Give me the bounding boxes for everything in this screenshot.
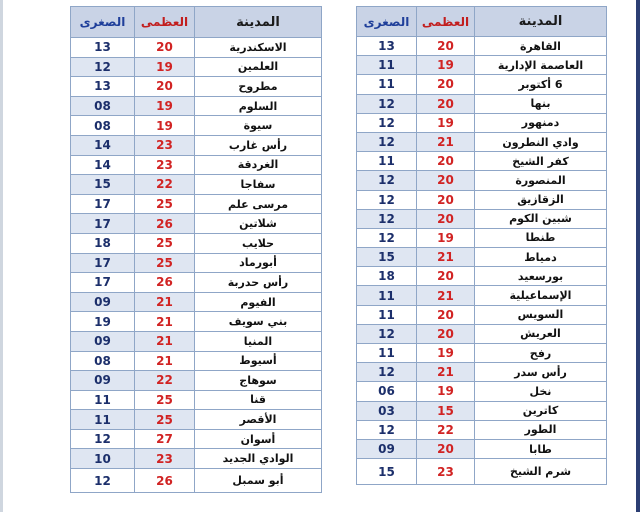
min-temp-cell: 17 bbox=[71, 194, 135, 214]
table-row bbox=[71, 96, 322, 116]
header-max: العظمى bbox=[417, 7, 475, 37]
min-temp-cell: 13 bbox=[71, 38, 135, 58]
table-row bbox=[71, 175, 322, 195]
table-row bbox=[71, 410, 322, 430]
city-cell: رأس حدربة bbox=[195, 273, 322, 293]
max-temp-cell: 23 bbox=[135, 135, 195, 155]
table-row bbox=[71, 429, 322, 449]
min-temp-cell: 17 bbox=[71, 214, 135, 234]
max-temp-cell: 21 bbox=[417, 132, 475, 151]
table-header-row bbox=[357, 7, 607, 37]
min-temp-cell: 11 bbox=[357, 305, 417, 324]
max-temp-cell: 26 bbox=[135, 469, 195, 493]
table-row bbox=[71, 135, 322, 155]
city-cell: المنيا bbox=[195, 331, 322, 351]
table-row bbox=[357, 382, 607, 401]
table-row bbox=[357, 37, 607, 56]
city-cell: بنها bbox=[475, 94, 607, 113]
max-temp-cell: 20 bbox=[135, 38, 195, 58]
table-row bbox=[357, 324, 607, 343]
min-temp-cell: 08 bbox=[71, 96, 135, 116]
table-row bbox=[71, 390, 322, 410]
min-temp-cell: 14 bbox=[71, 135, 135, 155]
max-temp-cell: 20 bbox=[417, 209, 475, 228]
table-row bbox=[71, 38, 322, 58]
min-temp-cell: 17 bbox=[71, 273, 135, 293]
max-temp-cell: 27 bbox=[135, 429, 195, 449]
table-row bbox=[71, 233, 322, 253]
table-row bbox=[357, 228, 607, 247]
city-cell: الفيوم bbox=[195, 292, 322, 312]
max-temp-cell: 26 bbox=[135, 273, 195, 293]
city-cell: الوادي الجديد bbox=[195, 449, 322, 469]
table-row bbox=[357, 305, 607, 324]
city-cell: شبين الكوم bbox=[475, 209, 607, 228]
min-temp-cell: 11 bbox=[357, 56, 417, 75]
max-temp-cell: 20 bbox=[417, 94, 475, 113]
min-temp-cell: 19 bbox=[71, 312, 135, 332]
table-row bbox=[71, 469, 322, 493]
min-temp-cell: 12 bbox=[71, 429, 135, 449]
city-cell: السويس bbox=[475, 305, 607, 324]
max-temp-cell: 19 bbox=[135, 96, 195, 116]
table-row bbox=[357, 209, 607, 228]
city-cell: شرم الشيخ bbox=[475, 459, 607, 485]
min-temp-cell: 18 bbox=[357, 267, 417, 286]
min-temp-cell: 11 bbox=[357, 152, 417, 171]
table-row bbox=[71, 155, 322, 175]
min-temp-cell: 12 bbox=[357, 209, 417, 228]
min-temp-cell: 17 bbox=[71, 253, 135, 273]
city-cell: رفح bbox=[475, 344, 607, 363]
table-row bbox=[357, 56, 607, 75]
table-row bbox=[71, 292, 322, 312]
table-row bbox=[357, 401, 607, 420]
max-temp-cell: 22 bbox=[135, 175, 195, 195]
max-temp-cell: 19 bbox=[417, 228, 475, 247]
max-temp-cell: 20 bbox=[417, 171, 475, 190]
table-row bbox=[71, 351, 322, 371]
table-row bbox=[357, 152, 607, 171]
max-temp-cell: 20 bbox=[417, 37, 475, 56]
city-cell: أبو سمبل bbox=[195, 469, 322, 493]
table-row bbox=[357, 190, 607, 209]
city-cell: الإسماعيلية bbox=[475, 286, 607, 305]
max-temp-cell: 19 bbox=[417, 344, 475, 363]
min-temp-cell: 13 bbox=[357, 37, 417, 56]
max-temp-cell: 20 bbox=[417, 439, 475, 458]
table-row bbox=[357, 113, 607, 132]
min-temp-cell: 15 bbox=[357, 459, 417, 485]
max-temp-cell: 19 bbox=[417, 382, 475, 401]
city-cell: رأس غارب bbox=[195, 135, 322, 155]
min-temp-cell: 11 bbox=[71, 390, 135, 410]
max-temp-cell: 20 bbox=[417, 190, 475, 209]
table-row bbox=[71, 273, 322, 293]
table-row bbox=[357, 248, 607, 267]
city-cell: سوهاج bbox=[195, 371, 322, 391]
table-row bbox=[357, 132, 607, 151]
city-cell: مرسى علم bbox=[195, 194, 322, 214]
table-row bbox=[71, 449, 322, 469]
table-row bbox=[71, 57, 322, 77]
max-temp-cell: 25 bbox=[135, 410, 195, 430]
min-temp-cell: 08 bbox=[71, 116, 135, 136]
city-cell: المنصورة bbox=[475, 171, 607, 190]
max-temp-cell: 21 bbox=[417, 286, 475, 305]
city-cell: رأس سدر bbox=[475, 363, 607, 382]
min-temp-cell: 11 bbox=[71, 410, 135, 430]
header-min: الصغرى bbox=[71, 7, 135, 38]
table-row bbox=[357, 267, 607, 286]
city-cell: طابا bbox=[475, 439, 607, 458]
min-temp-cell: 11 bbox=[357, 344, 417, 363]
city-cell: العاصمة الإدارية bbox=[475, 56, 607, 75]
min-temp-cell: 12 bbox=[357, 94, 417, 113]
max-temp-cell: 21 bbox=[135, 331, 195, 351]
min-temp-cell: 09 bbox=[71, 292, 135, 312]
max-temp-cell: 20 bbox=[135, 77, 195, 97]
min-temp-cell: 03 bbox=[357, 401, 417, 420]
city-cell: حلايب bbox=[195, 233, 322, 253]
city-cell: سفاجا bbox=[195, 175, 322, 195]
table-row bbox=[357, 459, 607, 485]
min-temp-cell: 12 bbox=[357, 132, 417, 151]
city-cell: الغردقة bbox=[195, 155, 322, 175]
min-temp-cell: 12 bbox=[357, 113, 417, 132]
city-cell: 6 أكتوبر bbox=[475, 75, 607, 94]
min-temp-cell: 12 bbox=[357, 420, 417, 439]
min-temp-cell: 06 bbox=[357, 382, 417, 401]
min-temp-cell: 12 bbox=[357, 363, 417, 382]
max-temp-cell: 21 bbox=[417, 363, 475, 382]
table-row bbox=[357, 420, 607, 439]
city-cell: العلمين bbox=[195, 57, 322, 77]
max-temp-cell: 19 bbox=[417, 56, 475, 75]
max-temp-cell: 22 bbox=[135, 371, 195, 391]
table-row bbox=[357, 286, 607, 305]
max-temp-cell: 21 bbox=[135, 292, 195, 312]
min-temp-cell: 13 bbox=[71, 77, 135, 97]
header-min: الصغرى bbox=[357, 7, 417, 37]
table-row bbox=[71, 116, 322, 136]
table-row bbox=[71, 312, 322, 332]
max-temp-cell: 25 bbox=[135, 253, 195, 273]
city-cell: كاترين bbox=[475, 401, 607, 420]
max-temp-cell: 21 bbox=[135, 312, 195, 332]
table-row bbox=[357, 363, 607, 382]
city-cell: أسوان bbox=[195, 429, 322, 449]
city-cell: بورسعيد bbox=[475, 267, 607, 286]
city-cell: الأقصر bbox=[195, 410, 322, 430]
table-row bbox=[357, 344, 607, 363]
table-row bbox=[71, 214, 322, 234]
max-temp-cell: 25 bbox=[135, 390, 195, 410]
city-cell: الاسكندرية bbox=[195, 38, 322, 58]
max-temp-cell: 23 bbox=[135, 155, 195, 175]
min-temp-cell: 12 bbox=[357, 228, 417, 247]
max-temp-cell: 20 bbox=[417, 324, 475, 343]
city-cell: السلوم bbox=[195, 96, 322, 116]
max-temp-cell: 25 bbox=[135, 233, 195, 253]
city-cell: دمنهور bbox=[475, 113, 607, 132]
max-temp-cell: 20 bbox=[417, 75, 475, 94]
table-row bbox=[71, 77, 322, 97]
city-cell: أسيوط bbox=[195, 351, 322, 371]
max-temp-cell: 23 bbox=[417, 459, 475, 485]
min-temp-cell: 09 bbox=[357, 439, 417, 458]
max-temp-cell: 19 bbox=[135, 57, 195, 77]
max-temp-cell: 15 bbox=[417, 401, 475, 420]
city-cell: مطروح bbox=[195, 77, 322, 97]
weather-table-left bbox=[70, 6, 322, 493]
min-temp-cell: 14 bbox=[71, 155, 135, 175]
header-city: المدينة bbox=[475, 7, 607, 37]
city-cell: وادي النطرون bbox=[475, 132, 607, 151]
min-temp-cell: 11 bbox=[357, 75, 417, 94]
max-temp-cell: 20 bbox=[417, 305, 475, 324]
max-temp-cell: 25 bbox=[135, 194, 195, 214]
min-temp-cell: 18 bbox=[71, 233, 135, 253]
city-cell: شلاتين bbox=[195, 214, 322, 234]
left-edge bbox=[0, 0, 3, 512]
city-cell: قنا bbox=[195, 390, 322, 410]
max-temp-cell: 21 bbox=[417, 248, 475, 267]
city-cell: سيوة bbox=[195, 116, 322, 136]
city-cell: بني سويف bbox=[195, 312, 322, 332]
max-temp-cell: 20 bbox=[417, 267, 475, 286]
min-temp-cell: 15 bbox=[71, 175, 135, 195]
city-cell: القاهرة bbox=[475, 37, 607, 56]
city-cell: طنطا bbox=[475, 228, 607, 247]
max-temp-cell: 22 bbox=[417, 420, 475, 439]
weather-table-right bbox=[356, 6, 607, 485]
table-row bbox=[71, 253, 322, 273]
min-temp-cell: 09 bbox=[71, 371, 135, 391]
max-temp-cell: 19 bbox=[135, 116, 195, 136]
min-temp-cell: 09 bbox=[71, 331, 135, 351]
header-city: المدينة bbox=[195, 7, 322, 38]
min-temp-cell: 15 bbox=[357, 248, 417, 267]
table-header-row bbox=[71, 7, 322, 38]
min-temp-cell: 10 bbox=[71, 449, 135, 469]
max-temp-cell: 19 bbox=[417, 113, 475, 132]
city-cell: أبورماد bbox=[195, 253, 322, 273]
table-row bbox=[71, 371, 322, 391]
min-temp-cell: 08 bbox=[71, 351, 135, 371]
min-temp-cell: 12 bbox=[357, 190, 417, 209]
city-cell: نخل bbox=[475, 382, 607, 401]
max-temp-cell: 20 bbox=[417, 152, 475, 171]
city-cell: دمياط bbox=[475, 248, 607, 267]
city-cell: كفر الشيخ bbox=[475, 152, 607, 171]
min-temp-cell: 12 bbox=[357, 171, 417, 190]
right-edge bbox=[636, 0, 640, 512]
header-max: العظمى bbox=[135, 7, 195, 38]
city-cell: الزقازيق bbox=[475, 190, 607, 209]
city-cell: الطور bbox=[475, 420, 607, 439]
table-row bbox=[357, 171, 607, 190]
min-temp-cell: 12 bbox=[71, 57, 135, 77]
table-row bbox=[357, 75, 607, 94]
city-cell: العريش bbox=[475, 324, 607, 343]
max-temp-cell: 23 bbox=[135, 449, 195, 469]
min-temp-cell: 11 bbox=[357, 286, 417, 305]
max-temp-cell: 26 bbox=[135, 214, 195, 234]
min-temp-cell: 12 bbox=[71, 469, 135, 493]
max-temp-cell: 21 bbox=[135, 351, 195, 371]
min-temp-cell: 12 bbox=[357, 324, 417, 343]
table-row bbox=[71, 194, 322, 214]
table-row bbox=[357, 94, 607, 113]
table-row bbox=[71, 331, 322, 351]
table-row bbox=[357, 439, 607, 458]
